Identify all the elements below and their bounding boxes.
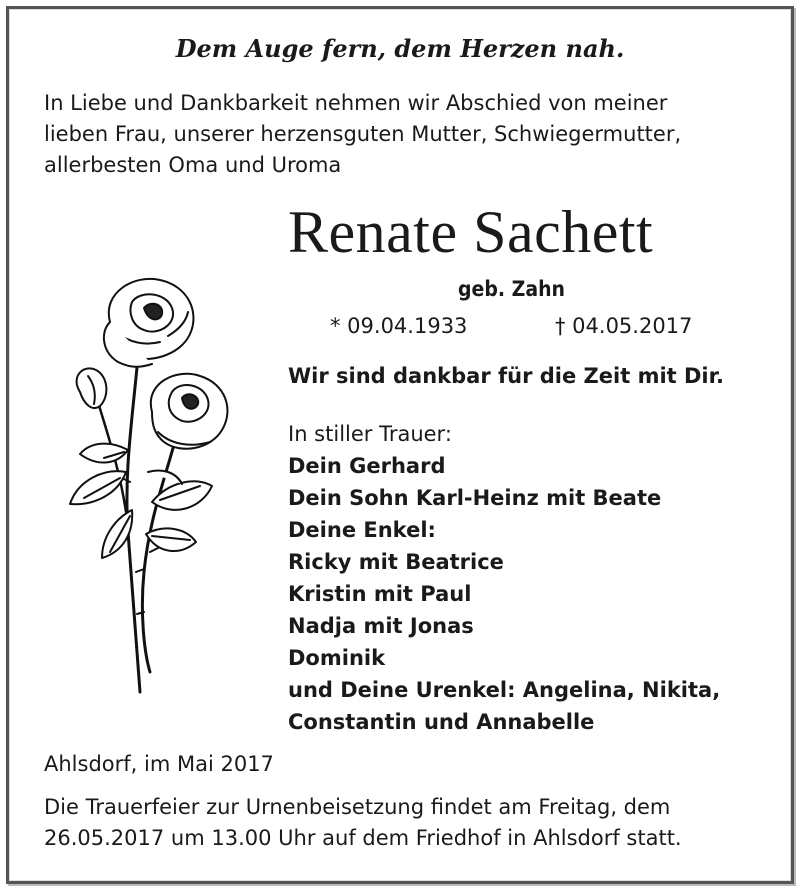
mourner-line: Constantin und Annabelle xyxy=(288,710,595,734)
birth-date: * 09.04.1933 xyxy=(330,314,468,338)
birth-name: geb. Zahn xyxy=(458,277,565,301)
intro-line: allerbesten Oma und Uroma xyxy=(44,153,342,177)
mourner-line: Nadja mit Jonas xyxy=(288,614,474,638)
mourner-line: Kristin mit Paul xyxy=(288,582,472,606)
deceased-name: Renate Sachett xyxy=(288,199,654,265)
funeral-info xyxy=(44,792,764,854)
intro-line: In Liebe und Dankbarkeit nehmen wir Abschied von meiner xyxy=(44,91,668,115)
intro-text xyxy=(44,88,744,181)
mourner-line: Dein Sohn Karl-Heinz mit Beate xyxy=(288,486,662,510)
funeral-line: 26.05.2017 um 13.00 Uhr auf dem Friedhof in Ahlsdorf statt. xyxy=(44,826,682,850)
rose-leaves xyxy=(70,444,212,558)
death-date: † 04.05.2017 xyxy=(555,314,693,338)
mourners-block xyxy=(288,418,720,738)
upper-rose xyxy=(104,279,194,367)
mourner-line: Ricky mit Beatrice xyxy=(288,550,504,574)
mourner-line: Deine Enkel: xyxy=(288,518,436,542)
mourning-header: In stiller Trauer: xyxy=(288,422,452,446)
motto: Dem Auge fern, dem Herzen nah. xyxy=(175,34,625,63)
place-date: Ahlsdorf, im Mai 2017 xyxy=(44,752,274,776)
rose-bud xyxy=(77,368,107,408)
intro-line: lieben Frau, unserer herzensguten Mutter, Schwiegermutter, xyxy=(44,122,682,146)
rose-illustration xyxy=(40,272,240,702)
mourner-line: und Deine Urenkel: Angelina, Nikita, xyxy=(288,678,721,702)
thanks-line: Wir sind dankbar für die Zeit mit Dir. xyxy=(288,364,724,388)
mourner-line: Dein Gerhard xyxy=(288,454,446,478)
funeral-line: Die Trauerfeier zur Urnenbeisetzung findet am Freitag, dem xyxy=(44,795,671,819)
mourner-line: Dominik xyxy=(288,646,386,670)
lower-rose xyxy=(151,374,228,449)
